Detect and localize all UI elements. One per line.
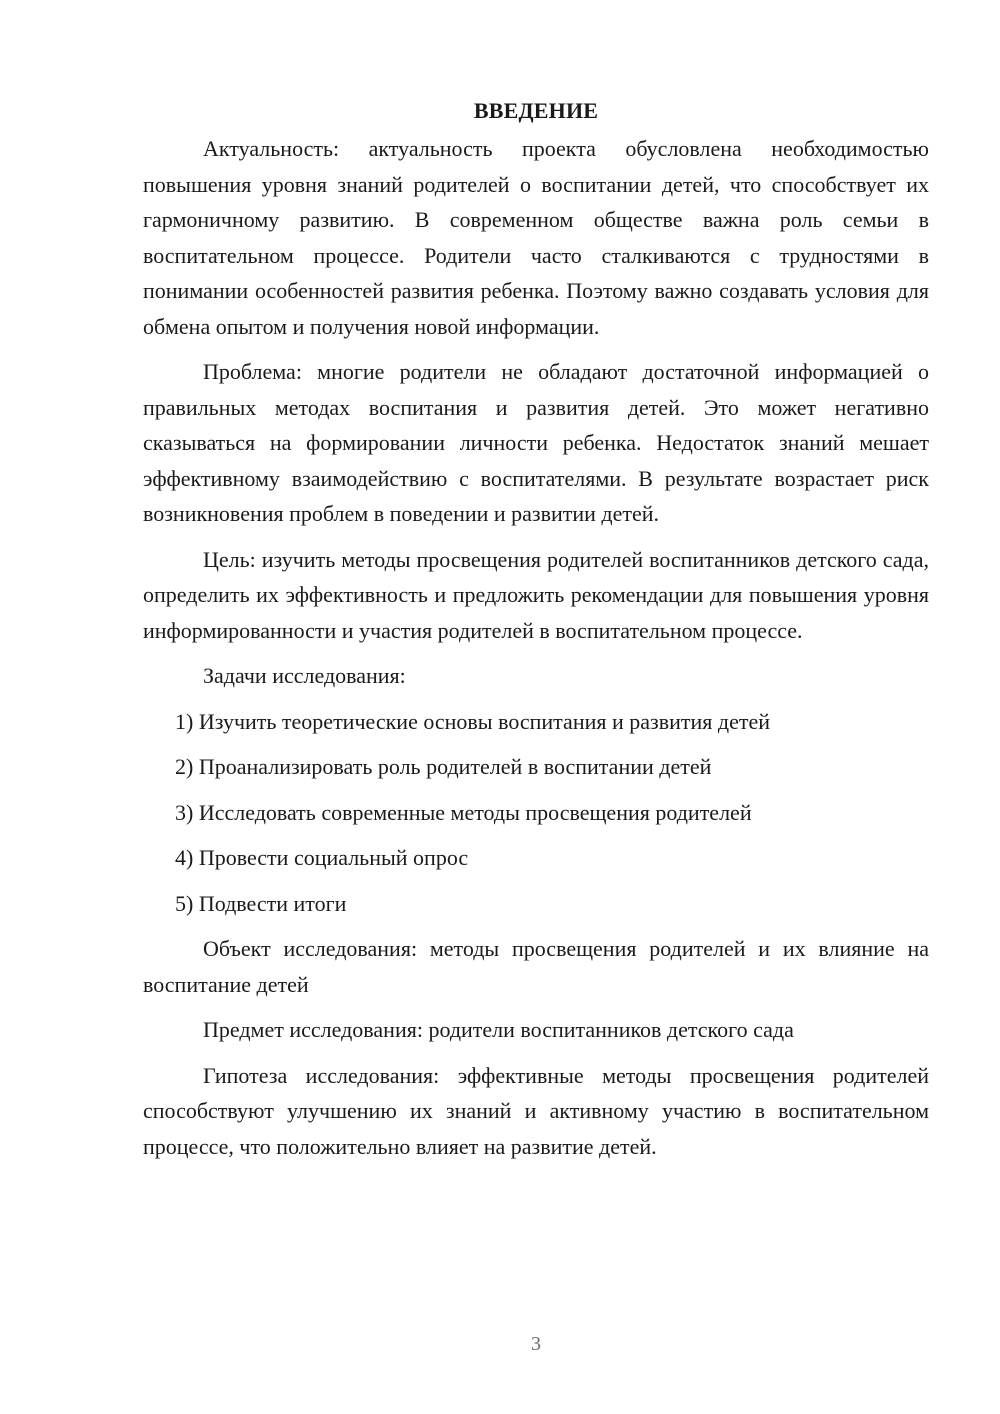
paragraph-hypothesis: Гипотеза исследования: эффективные методы просвещения родителей способствуют улучшению их знаний и активному участию в воспитательном процессе, что положительно влияет на развитие детей. <box>143 1062 929 1159</box>
paragraph-object: Объект исследования: методы просвещения родителей и их влияние на воспитание детей <box>143 936 929 997</box>
task-item-5: 5) Подвести итоги <box>175 890 347 916</box>
tasks-heading: Задачи исследования: <box>203 663 406 688</box>
document-page <box>143 96 929 1174</box>
tasks-list <box>143 704 929 922</box>
task-item-4: 4) Провести социальный опрос <box>175 845 469 870</box>
paragraph-subject: Предмет исследования: родители воспитанников детского сада <box>203 1017 794 1042</box>
paragraph-relevance: Актуальность: актуальность проекта обусловлена необходимостью повышения уровня знаний родителей о воспитании детей, что способствует их гармоничному развитию. В современном обществе важна роль семьи в воспитательном процессе. Родители часто сталкиваются с трудностями в понимании особенностей развития ребенка. Поэтому важно создавать условия для обмена опытом и получения новой информации. <box>143 136 929 339</box>
paragraph-problem: Проблема: многие родители не обладают достаточной информацией о правильных методах воспитания и развития детей. Это может негативно сказываться на формировании личности ребенка. Недостаток знаний мешает эффективному взаимодействию с воспитателями. В результате возрастает риск возникновения проблем в поведении и развитии детей. <box>143 359 929 526</box>
page-number: 3 <box>531 1333 541 1355</box>
task-item-3: 3) Исследовать современные методы просвещения родителей <box>175 799 752 825</box>
task-item-1: 1) Изучить теоретические основы воспитания и развития детей <box>175 708 770 734</box>
paragraph-goal: Цель: изучить методы просвещения родителей воспитанников детского сада, определить их эффективность и предложить рекомендации для повышения уровня информированности и участия родителей в воспитательном процессе. <box>143 546 929 643</box>
section-title: ВВЕДЕНИЕ <box>473 98 599 123</box>
task-item-2: 2) Проанализировать роль родителей в воспитании детей <box>175 754 712 779</box>
